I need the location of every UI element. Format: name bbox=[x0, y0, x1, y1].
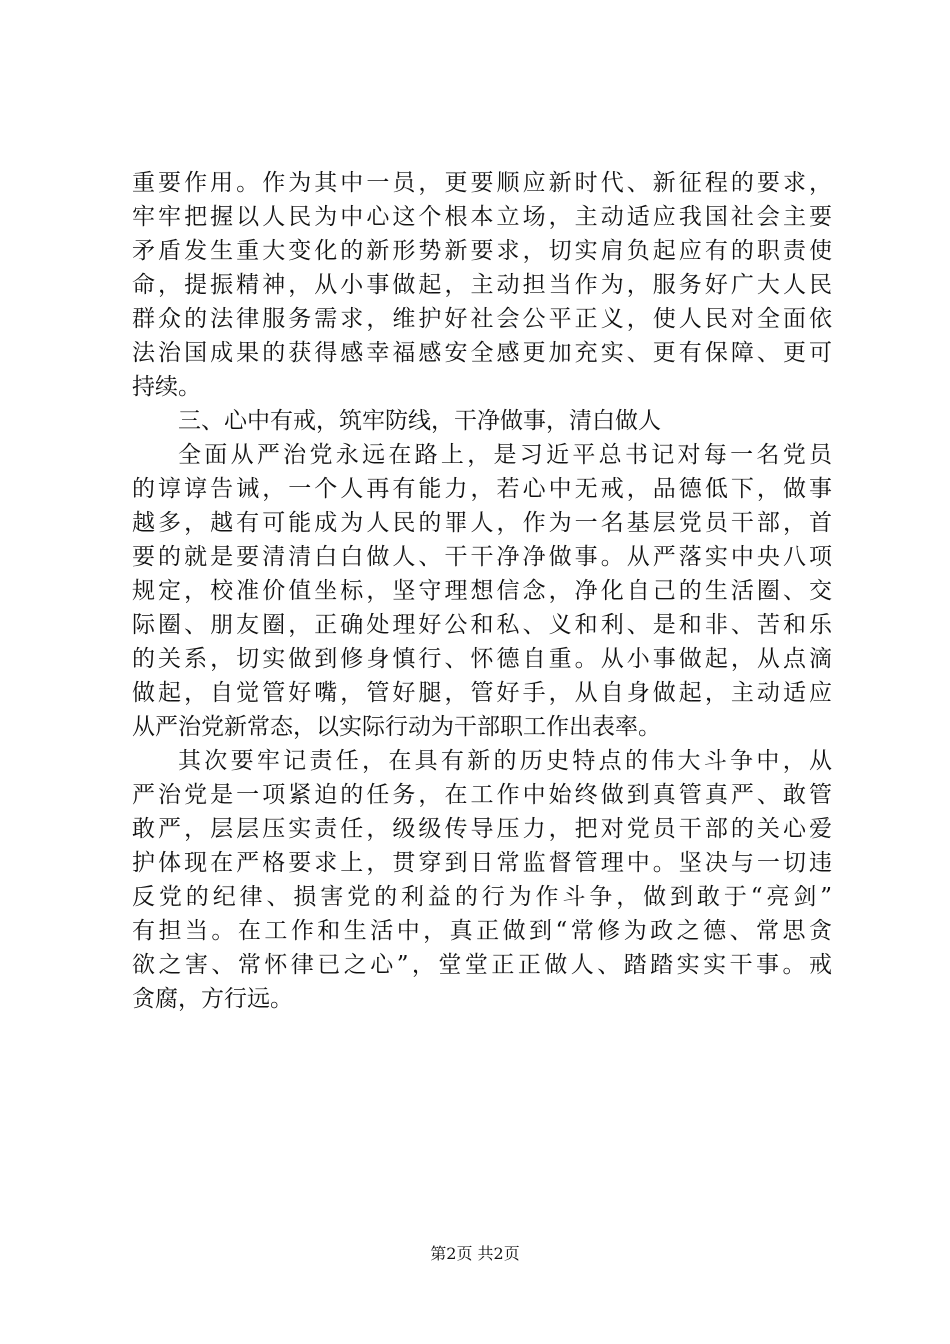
text-line: 从严治党新常态，以实际行动为干部职工作出表率。 bbox=[132, 714, 661, 740]
text-line: 全面从严治党永远在路上，是习近平总书记对每一名党员 bbox=[178, 442, 832, 468]
text-line: 的关系，切实做到修身慎行、怀德自重。从小事做起，从点滴 bbox=[132, 646, 832, 672]
text-line: 越多，越有可能成为人民的罪人，作为一名基层党员干部，首 bbox=[132, 510, 832, 536]
text-line: 际圈、朋友圈，正确处理好公和私、义和利、是和非、苦和乐 bbox=[132, 612, 832, 638]
text-line: 法治国成果的获得感幸福感安全感更加充实、更有保障、更可 bbox=[132, 340, 832, 366]
text-line: 贪腐，方行远。 bbox=[132, 986, 293, 1012]
text-line: 的谆谆告诫，一个人再有能力，若心中无戒，品德低下，做事 bbox=[132, 476, 832, 502]
text-line: 反党的纪律、损害党的利益的行为作斗争，做到敢于“亮剑” bbox=[132, 884, 832, 910]
page-number-footer: 第2页 共2页 bbox=[430, 1244, 520, 1263]
text-line: 重要作用。作为其中一员，更要顺应新时代、新征程的要求， bbox=[132, 170, 832, 196]
text-line: 矛盾发生重大变化的新形势新要求，切实肩负起应有的职责使 bbox=[132, 238, 832, 264]
text-line: 牢牢把握以人民为中心这个根本立场，主动适应我国社会主要 bbox=[132, 204, 832, 230]
text-line: 敢严，层层压实责任，级级传导压力，把对党员干部的关心爱 bbox=[132, 816, 832, 842]
body-text bbox=[132, 166, 832, 1016]
text-line: 其次要牢记责任，在具有新的历史特点的伟大斗争中，从 bbox=[178, 748, 832, 774]
text-line: 群众的法律服务需求，维护好社会公平正义，使人民对全面依 bbox=[132, 306, 832, 332]
text-line: 规定，校准价值坐标，坚守理想信念，净化自己的生活圈、交 bbox=[132, 578, 832, 604]
text-line: 做起，自觉管好嘴，管好腿，管好手，从自身做起，主动适应 bbox=[132, 680, 832, 706]
text-line: 持续。 bbox=[132, 374, 201, 400]
text-line: 护体现在严格要求上，贯穿到日常监督管理中。坚决与一切违 bbox=[132, 850, 832, 876]
text-line: 有担当。在工作和生活中，真正做到“常修为政之德、常思贪 bbox=[132, 918, 832, 944]
text-line: 欲之害、常怀律已之心”，堂堂正正做人、踏踏实实干事。戒 bbox=[132, 952, 832, 978]
section-heading: 三、心中有戒，筑牢防线，干净做事，清白做人 bbox=[178, 408, 661, 434]
text-line: 严治党是一项紧迫的任务，在工作中始终做到真管真严、敢管 bbox=[132, 782, 832, 808]
text-line: 命，提振精神，从小事做起，主动担当作为，服务好广大人民 bbox=[132, 272, 832, 298]
text-line: 要的就是要清清白白做人、干干净净做事。从严落实中央八项 bbox=[132, 544, 832, 570]
